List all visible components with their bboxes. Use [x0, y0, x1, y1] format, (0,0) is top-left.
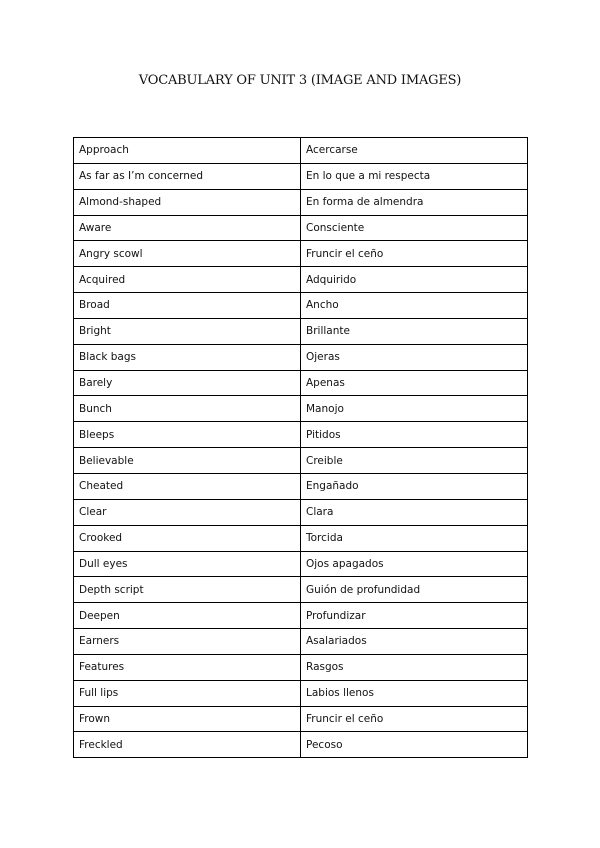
table-row [74, 551, 528, 577]
english-term-cell: Full lips [74, 680, 301, 706]
english-term-cell: Bleeps [74, 422, 301, 448]
english-term-cell: Clear [74, 499, 301, 525]
spanish-translation-cell: Pitidos [301, 422, 528, 448]
vocabulary-table-body [74, 138, 528, 758]
spanish-translation-cell: Fruncir el ceño [301, 706, 528, 732]
english-term-cell: Approach [74, 138, 301, 164]
spanish-translation-cell: Ojos apagados [301, 551, 528, 577]
english-term-cell: Aware [74, 215, 301, 241]
spanish-translation-cell: Engañado [301, 473, 528, 499]
english-term-cell: Depth script [74, 577, 301, 603]
table-row [74, 706, 528, 732]
table-row [74, 344, 528, 370]
english-term-cell: Almond-shaped [74, 189, 301, 215]
english-term-cell: Deepen [74, 603, 301, 629]
vocabulary-table [73, 137, 528, 758]
spanish-translation-cell: Creible [301, 448, 528, 474]
table-row [74, 473, 528, 499]
spanish-translation-cell: Rasgos [301, 654, 528, 680]
spanish-translation-cell: Brillante [301, 318, 528, 344]
spanish-translation-cell: Torcida [301, 525, 528, 551]
spanish-translation-cell: Adquirido [301, 267, 528, 293]
english-term-cell: Dull eyes [74, 551, 301, 577]
spanish-translation-cell: Guión de profundidad [301, 577, 528, 603]
english-term-cell: Black bags [74, 344, 301, 370]
english-term-cell: Bright [74, 318, 301, 344]
english-term-cell: Cheated [74, 473, 301, 499]
spanish-translation-cell: En forma de almendra [301, 189, 528, 215]
table-row [74, 396, 528, 422]
table-row [74, 448, 528, 474]
english-term-cell: As far as I’m concerned [74, 163, 301, 189]
table-row [74, 732, 528, 758]
table-row [74, 654, 528, 680]
document-title: VOCABULARY OF UNIT 3 (IMAGE AND IMAGES) [138, 73, 462, 88]
table-row [74, 293, 528, 319]
english-term-cell: Frown [74, 706, 301, 732]
table-row [74, 215, 528, 241]
spanish-translation-cell: En lo que a mi respecta [301, 163, 528, 189]
spanish-translation-cell: Ancho [301, 293, 528, 319]
spanish-translation-cell: Profundizar [301, 603, 528, 629]
table-row [74, 422, 528, 448]
spanish-translation-cell: Manojo [301, 396, 528, 422]
spanish-translation-cell: Ojeras [301, 344, 528, 370]
spanish-translation-cell: Acercarse [301, 138, 528, 164]
english-term-cell: Acquired [74, 267, 301, 293]
table-row [74, 629, 528, 655]
english-term-cell: Believable [74, 448, 301, 474]
spanish-translation-cell: Fruncir el ceño [301, 241, 528, 267]
spanish-translation-cell: Apenas [301, 370, 528, 396]
spanish-translation-cell: Consciente [301, 215, 528, 241]
table-row [74, 241, 528, 267]
table-row [74, 680, 528, 706]
english-term-cell: Features [74, 654, 301, 680]
english-term-cell: Barely [74, 370, 301, 396]
spanish-translation-cell: Asalariados [301, 629, 528, 655]
english-term-cell: Angry scowl [74, 241, 301, 267]
table-row [74, 189, 528, 215]
table-row [74, 267, 528, 293]
english-term-cell: Bunch [74, 396, 301, 422]
english-term-cell: Earners [74, 629, 301, 655]
table-row [74, 370, 528, 396]
english-term-cell: Broad [74, 293, 301, 319]
english-term-cell: Freckled [74, 732, 301, 758]
table-row [74, 163, 528, 189]
table-row [74, 138, 528, 164]
table-row [74, 603, 528, 629]
spanish-translation-cell: Pecoso [301, 732, 528, 758]
table-row [74, 525, 528, 551]
table-row [74, 499, 528, 525]
table-row [74, 577, 528, 603]
table-row [74, 318, 528, 344]
english-term-cell: Crooked [74, 525, 301, 551]
spanish-translation-cell: Clara [301, 499, 528, 525]
spanish-translation-cell: Labios llenos [301, 680, 528, 706]
